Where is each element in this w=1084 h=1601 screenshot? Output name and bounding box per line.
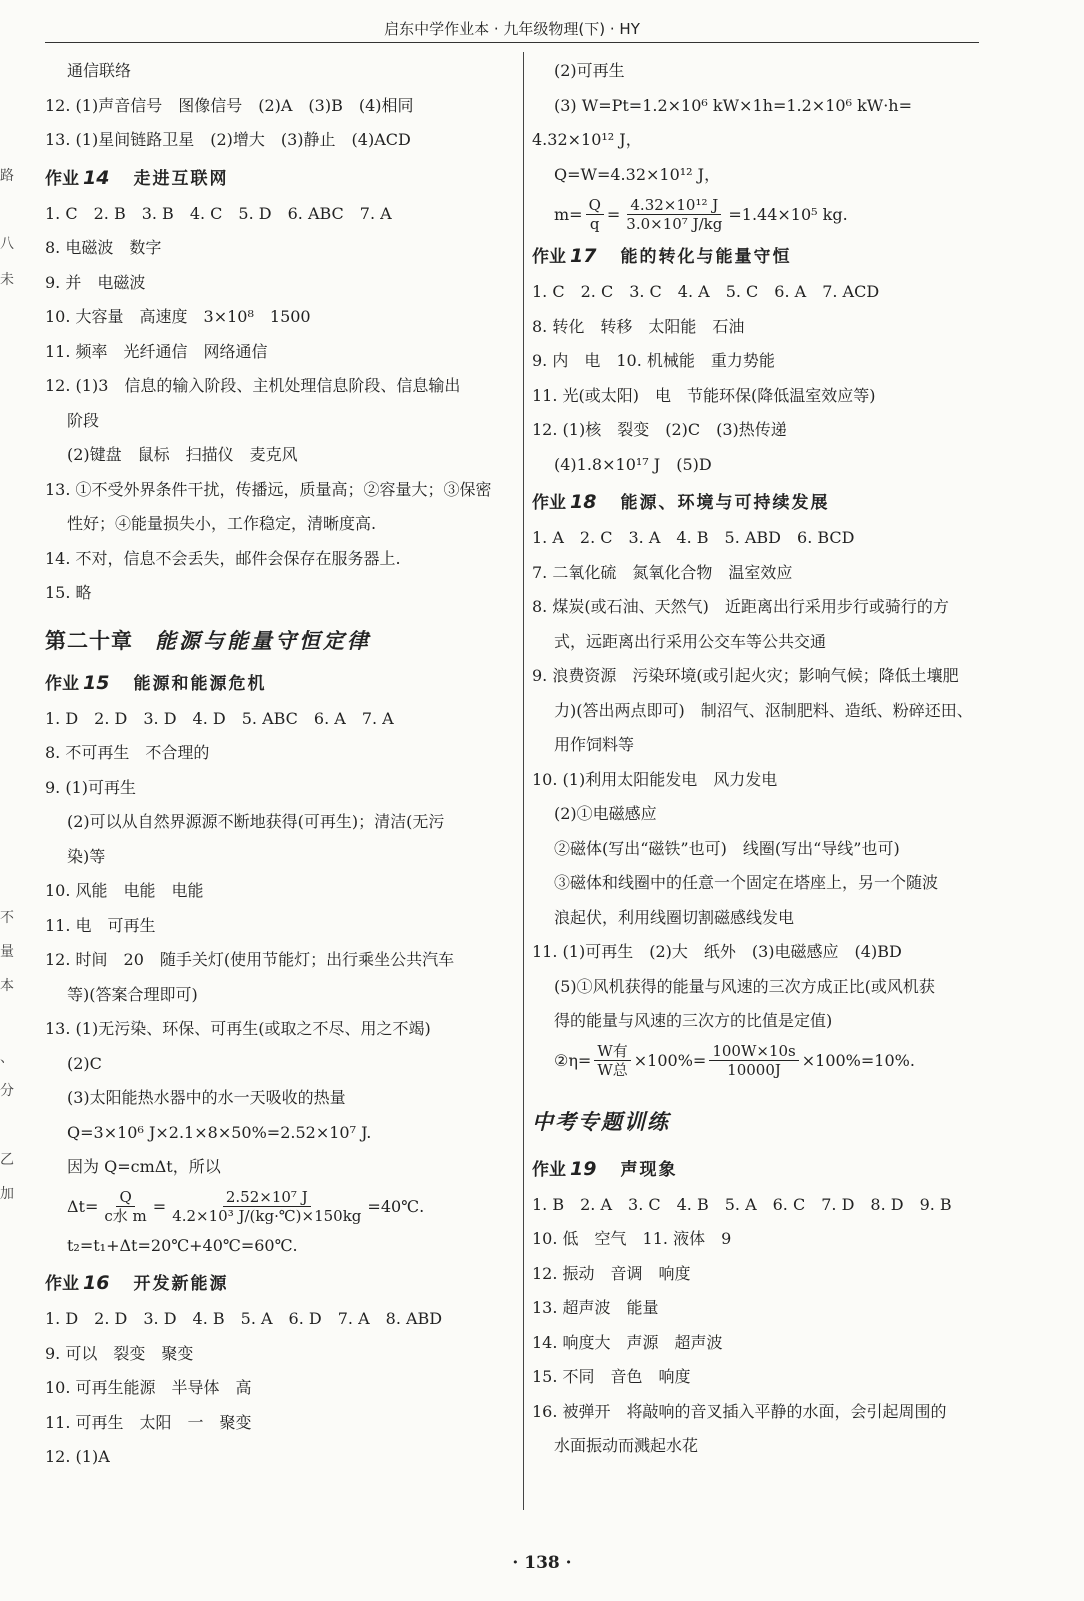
answer-line: 13. ①不受外界条件干扰，传播远，质量高；②容量大；③保密 [45,479,492,499]
formula-rhs: =1.44×10⁵ kg. [728,204,848,224]
formula-line: Q=3×10⁶ J×2.1×8×50%=2.52×10⁷ J. [67,1122,372,1142]
answer-line: (2)C [67,1053,102,1073]
answer-line: 13. 超声波 能量 [532,1298,659,1317]
edge-char: 分 [0,1083,14,1099]
fraction [586,196,604,233]
edge-char: 八 [0,236,14,252]
answer-line: 10. 低 空气 11. 液体 9 [532,1229,732,1248]
answer-line: 10. 大容量 高速度 3×10⁸ 1500 [45,307,311,326]
numerator: W有 [594,1042,630,1061]
left-column [45,54,510,1475]
homework-title: 开发新能源 [133,1274,229,1294]
answer-line: 10. 可再生能源 半导体 高 [45,1378,252,1397]
answer-line: 12. (1)核 裂变 (2)C (3)热传递 [532,420,787,439]
answer-line: 得的能量与风速的三次方的比值是定值) [554,1011,833,1030]
answer-line: 9. 浪费资源 污染环境(或引起火灾；影响气候；降低土壤肥 [532,666,959,685]
chapter-label: 第二十章 [45,628,133,653]
answer-line: 11. 频率 光纤通信 网络通信 [45,341,268,361]
answer-line: 阶段 [67,410,100,430]
answer-line: 9. 内 电 10. 机械能 重力势能 [532,351,775,370]
answer-line: 11. 光(或太阳) 电 节能环保(降低温室效应等) [532,385,876,405]
answer-line: 15. 不同 音色 响度 [532,1367,691,1386]
answer-line: 10. (1)利用太阳能发电 风力发电 [532,769,778,789]
answer-line: 9. 可以 裂变 聚变 [45,1343,194,1363]
formula-rhs: ×100%=10%. [801,1051,915,1070]
fraction [101,1188,149,1225]
denominator: 3.0×10⁷ J/kg [626,214,723,233]
answer-line: 式，远距离出行采用公交车等公共交通 [554,631,827,651]
answer-line: 11. (1)可再生 (2)大 纸外 (3)电磁感应 (4)BD [532,942,902,961]
homework-heading [532,484,1002,521]
answer-line: 13. (1)星间链路卫星 (2)增大 (3)静止 (4)ACD [45,130,411,149]
answer-line: 1. C 2. B 3. B 4. C 5. D 6. ABC 7. A [45,203,392,223]
answer-line: 14. 不对，信息不会丢失，邮件会保存在服务器上. [45,548,401,568]
homework-label: 作业 [45,673,79,694]
edge-char: 未 [0,272,14,288]
fraction [709,1042,798,1079]
formula-line: Q=W=4.32×10¹² J， [554,164,721,184]
formula-delta-t [45,1185,510,1229]
formula-line: 4.32×10¹² J， [532,130,642,149]
answer-line: 等)(答案合理即可) [67,984,198,1004]
answer-line: 15. 略 [45,583,92,602]
answer-line: ③磁体和线圈中的任意一个固定在塔座上，另一个随波 [554,873,939,892]
homework-number: 14 [83,166,110,189]
answer-line: 8. 电磁波 数字 [45,238,162,257]
denominator: W总 [597,1061,628,1079]
formula-middle: ×100%= [633,1051,707,1070]
fraction [623,196,725,233]
edge-char: 本 [0,978,14,994]
homework-number: 15 [83,671,110,694]
homework-title: 能源和能源危机 [133,673,267,694]
answer-line: 9. (1)可再生 [45,777,137,797]
answer-line: 力)(答出两点即可) 制沼气、沤制肥料、造纸、粉碎还田、 [554,700,973,720]
answer-line: (2)键盘 鼠标 扫描仪 麦克风 [67,445,298,464]
answer-line: 染)等 [67,846,106,866]
denominator: q [589,214,600,233]
right-column [532,54,1002,1464]
answer-line: 8. 不可再生 不合理的 [45,743,210,762]
column-divider [523,52,524,1510]
answer-line: 11. 电 可再生 [45,915,156,935]
answer-line: 水面振动而溅起水花 [554,1436,699,1455]
equals-sign: = [606,204,621,224]
homework-number: 18 [570,491,597,513]
answer-line: 9. 并 电磁波 [45,272,146,292]
numerator: Q [116,1188,134,1207]
homework-heading [532,238,1002,275]
homework-heading [532,1151,1002,1188]
running-header: 启东中学作业本 · 九年级物理(下) · HY [45,18,979,43]
homework-number: 16 [83,1272,110,1294]
answer-line: (2)可再生 [554,61,625,80]
edge-char: 量 [0,944,14,960]
edge-char: 不 [0,910,14,926]
homework-label: 作业 [45,168,79,189]
homework-heading [45,1265,510,1302]
answer-line: 性好；④能量损失小，工作稳定，清晰度高. [67,514,377,533]
answer-line: 12. 时间 20 随手关灯(使用节能灯；出行乘坐公共汽车 [45,950,455,969]
formula-lhs: ②η= [554,1051,592,1070]
edge-char: 加 [0,1186,14,1202]
answer-line: ②磁体(写出“磁铁”也可) 线圈(写出“导线”也可) [554,838,900,858]
denominator: 4.2×10³ J/(kg·℃)×150kg [172,1207,362,1225]
answer-line: 用作饲料等 [554,735,635,754]
homework-number: 17 [570,245,597,267]
answer-line: 12. (1)声音信号 图像信号 (2)A (3)B (4)相同 [45,95,414,115]
answer-line: 1. B 2. A 3. C 4. B 5. A 6. C 7. D 8. D 9. B [532,1194,952,1214]
homework-heading [45,160,510,197]
answer-line: 11. 可再生 太阳 一 聚变 [45,1412,252,1432]
answer-line: 8. 转化 转移 太阳能 石油 [532,316,745,336]
answer-line: (2)①电磁感应 [554,804,657,823]
homework-label: 作业 [532,1159,566,1180]
answer-line: 浪起伏，利用线圈切割磁感线发电 [554,907,795,927]
homework-title: 能源、环境与可持续发展 [620,493,830,513]
answer-line: 1. D 2. D 3. D 4. D 5. ABC 6. A 7. A [45,708,394,728]
numerator: 4.32×10¹² J [627,196,721,215]
formula-line: (3) W=Pt=1.2×10⁶ kW×1h=1.2×10⁶ kW·h= [554,95,912,115]
chapter-title: 能源与能量守恒定律 [155,628,371,653]
answer-line: (5)①风机获得的能量与风速的三次方成正比(或风机获 [554,976,935,996]
formula-lhs: Δt= [67,1197,99,1216]
denominator: 10000J [727,1061,781,1079]
equals-sign: = [152,1197,167,1216]
answer-line: 12. (1)A [45,1447,110,1466]
answer-line: (2)可以从自然界源源不断地获得(可再生)；清洁(无污 [67,812,445,831]
formula-efficiency [532,1039,1002,1083]
answer-line: 因为 Q=cmΔt，所以 [67,1157,221,1176]
chapter-heading [45,619,510,663]
formula-rhs: =40℃. [367,1197,425,1216]
answer-line: (3)太阳能热水器中的水一天吸收的热量 [67,1088,346,1107]
edge-char: 路 [0,168,14,184]
homework-title: 走进互联网 [133,168,229,189]
answer-line: 8. 煤炭(或石油、天然气) 近距离出行采用步行或骑行的方 [532,597,949,616]
edge-char: 、 [0,1050,14,1066]
answer-line: 14. 响度大 声源 超声波 [532,1332,723,1352]
formula-lhs: m= [554,204,583,224]
answer-line: (4)1.8×10¹⁷ J (5)D [554,454,712,474]
homework-title: 声现象 [620,1159,678,1180]
answer-line: 1. C 2. C 3. C 4. A 5. C 6. A 7. ACD [532,282,880,301]
answer-line: 12. (1)3 信息的输入阶段、主机处理信息阶段、信息输出 [45,376,461,395]
fraction [594,1042,630,1079]
answer-line: 通信联络 [67,61,132,80]
page-number: · 138 · [512,1553,572,1573]
homework-heading [45,665,510,702]
numerator: 100W×10s [709,1042,798,1061]
homework-number: 19 [570,1157,597,1180]
homework-label: 作业 [532,493,566,513]
homework-label: 作业 [45,1274,79,1294]
fraction [169,1188,364,1225]
answer-line: 13. (1)无污染、环保、可再生(或取之不尽、用之不竭) [45,1019,431,1038]
answer-line: 10. 风能 电能 电能 [45,881,204,900]
numerator: Q [586,196,604,215]
section-heading: 中考专题训练 [532,1109,670,1134]
answer-line: 1. A 2. C 3. A 4. B 5. ABD 6. BCD [532,528,855,547]
edge-char: 乙 [0,1152,14,1168]
answer-line: 16. 被弹开 将敲响的音叉插入平静的水面，会引起周围的 [532,1401,947,1421]
answer-line: 12. 振动 音调 响度 [532,1263,691,1283]
homework-title: 能的转化与能量守恒 [620,247,792,267]
formula-mass [532,192,1002,236]
formula-line: t₂=t₁+Δt=20℃+40℃=60℃. [67,1235,298,1255]
answer-line: 7. 二氧化硫 氮氧化合物 温室效应 [532,562,793,582]
answer-line: 1. D 2. D 3. D 4. B 5. A 6. D 7. A 8. ABD [45,1309,443,1328]
homework-label: 作业 [532,247,566,267]
numerator: 2.52×10⁷ J [223,1188,311,1207]
denominator: c水 m [104,1207,147,1225]
